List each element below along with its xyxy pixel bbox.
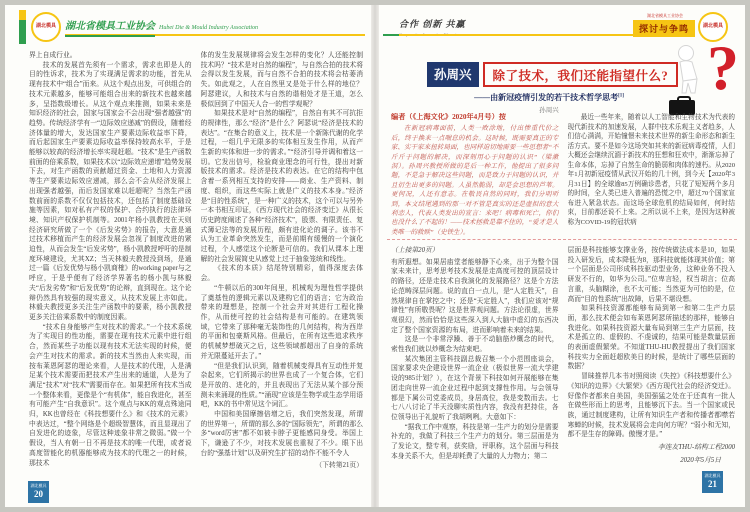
footnote-marker: [1] xyxy=(618,93,624,99)
paragraph: “技术自身能够产生对技术的需求。”一个技术系统为了实现目的性功能，需要在现有技术元素中进行组合，然而某些子功能以现有技术无法实现的时候，便会产生对技术的需求。新的技术当然由人来实现，而按布莱恩阿瑟的理论来看，人是技术的代理，人是满足某个技术需要而把技术产生出来的通道，人是为了满足“技术”对“技术”需要而存在。如果把所有技术当成一个整体来看，更像是个“有机体”，能自我进化，甚至有可能产生“自我意识”。这个观点与KK的观点殊途同归，KK也曾经在《科技想要什么》和《技术的元素》中表达过，“整个网络是个超级智慧体，而且显现出了自发进化的迹象，尽管这种迹象非常之微弱。”做一个假设，当人有朝一日不再是技术的唯一代理，或者说高度智能化的机器能够成为技术的代理之一的时候，那技术 xyxy=(29,323,192,467)
page-seam xyxy=(371,5,379,507)
page-number-badge xyxy=(702,471,723,493)
article-opening-column xyxy=(568,113,736,237)
opening-paragraphs xyxy=(568,113,736,227)
paragraph: “据我工作中观察，科技是第一生产力的划分是需要补充的，我做了科技三个生产力的划分。第三层面是为了发论文，整专利，获奖励，评职称，这个层面与科技本身关系不大，但是却耗费了大量的人力物力；第二 xyxy=(391,423,559,460)
question-mark-illustration xyxy=(663,32,743,119)
association-logo-icon: 湖北模具 xyxy=(31,12,61,42)
article-date: 2020年5月5日 xyxy=(680,456,721,464)
column-paragraphs xyxy=(29,61,192,469)
slogan-cn: 合作 创新 共赢 xyxy=(399,19,466,29)
paragraph: 《技术的本质》结尾特别精彩，值得深度去体会。 xyxy=(200,265,363,283)
continued-from-note: （上接第20页） xyxy=(391,247,439,254)
paragraph: 在新冠病毒面前，人类一败涂地，付出惨重代价之后，终于换来一点喘息的机会。这时候，既需要真正的专家、实干家来扭转局面，也同样迫切地需要一些思想者“不斤斤于问题的解决，而深刻用心于问题的认识”（梁漱溟）。孙周兴教授所做的是后一种工作，他提出了很多问题，不是急于解决这些问题，而是致力于问题的认识，并且衍生出更多的问题。人虽然脆弱，却是会思想的芦苇。更何况，人还有意志。在敬畏自然的同时，我们分明听到，本文结尾遇到的那一对不管是真实的还是虚拟的意大利恋人，代表人类发出的宣言：来吧！病毒和死亡，你们也没什么了不起的！——技术拯救是靠不住的，“爱才是人类唯一的救赎”（史铁生）。 xyxy=(391,125,559,236)
header-rule xyxy=(383,34,635,36)
page-badge-label: 湖北模具 xyxy=(704,473,721,478)
editor-note-paragraphs xyxy=(391,124,559,237)
paragraph: 技术的发展首先须有一个需求，需求也即是人的目的性诉求，技术为了实现满足需求的功能，首先从现有技术中“组合”而来。从这个观点出发，可供组合的技术元素越多，能够可能组合出来的新技术也越来越多，呈指数级增长。从这个观点来推测，如果未来是知识经济的社会，国家与国家会不会出现“强者越强”的趋势。传统经济学有一“边际效应递减”的假设，随着经济体量的增大，发达国家生产要素边际收益率下降，而后起国家生产要素边际收益率保持较高水平，于是能够以较高的经济增长率实现赶超。“技术”是生产函数前面的倍乘系数，如果技术以“边际效应递增”趋势发展下去，对生产函数的贡献超过资金、土地和人力资源等生产要素边际效应递减，那么会不会从经济发展上出现强者越强，而后发国家难以赶超呢？当然生产函数前面的系数不仅仅包括技术，还包括了制度基础设施等因素，如对私有产权的保护、合约执行的法律环境、知识产权保护机制等。2001年杨小凯教授在天则经济研究所做了一个《后发劣势》的报告，大意是通过技术移植而产生的经济发展会忽视了制度改进的紧迫性，从而会发生“后发劣势”，杨小凯教授呼吁的是制度环境建设，尤其XZ；当天林毅夫教授没到场，是通过一篇《后发优势与杨小凯商榷》的working paper与之呼应，于是乎便有了经济学界著名的杨小凯与林毅夫“后发劣势”和“后发优势”的论辩，直到现在。这个论辩仍然具有较强的现实意义，从技术发展上亦如此。林毅夫教授更多关注生产函数中的要素，杨小凯教授更多关注倍乘系数中的制度因素。 xyxy=(29,61,192,321)
question-mark-icon: ? xyxy=(707,32,739,103)
continued-on-note: （下转第21页） xyxy=(315,461,363,469)
article-title: 除了技术，我们还能指望什么? xyxy=(483,62,679,87)
column-paragraphs xyxy=(568,304,736,440)
association-name-en: Hubei Die & Mould Industry Association xyxy=(159,25,259,31)
page-number: 21 xyxy=(708,479,717,489)
article-signature: 李连友THU-结构工程2000 xyxy=(657,444,735,452)
paragraph: 有所遐想。如果居庙堂者能够静下心来，出于为整个国家未来计，思考思考技术发展是走高度可控的顶层设计的路径，还是走技术自我演化的发展路径？这是个方法论范畴深层问题。说的直白一点儿，是“人定胜天”，自然规律自在掌控之中；还是“天定胜人”，我们应该对“规律性”有所敬畏呢？这是世界观问题。方法论很虚，世界观很幻，然而恰恰是这些深入到人大脑中虚幻的东西决定了整个国家资源的布局，进而影响着未来的结果。 xyxy=(391,258,559,334)
paragraph: 如果科技资源都能够布局到第一和第二生产力层面，那么技术便会如布莱恩阿瑟所描述的那样，能够自我进化。如果科技资源大量布局到第三生产力层面，技术是孤立的、虚假的、不虔诚的，结果可能是数量层面的表面虚假繁荣。不知道THU-HU教授提出了我们国家科技实力全面赶超欧美日的时候，是统计了哪些层面的数据？ xyxy=(567,305,735,371)
paragraph: 这是一个非常浮躁、善于不动脑筋炒概念的时代，索性我们就以炒概念为结束吧。 xyxy=(391,336,559,354)
paragraph: “牛顿以后的300年间里，机械观为理性哲学提供了奠基性的逻辑元素以及建构它们的语言；它为政治带来的理想是，控制一个社会并对其进行工程化操作，从而使可控的社会结构是有可能的。在建筑领域，它带来了那种毫无装饰性的几何结构，构为西岸的平面和包豪斯风格。但最后，在所有这些追求秩序的机械梦想破灭之后，这些领域都超出了自身的系统并无限蔓延开去了。” xyxy=(200,284,363,360)
continued-column-1 xyxy=(391,246,559,481)
header-rule-green xyxy=(383,34,399,36)
section-badge: 探讨与争鸣 xyxy=(633,20,695,37)
paragraph: “但是我们认识到，随着机械变得具有互动性并复杂起来，它们所揭示的世界也成了一个复合体，它们是开放的、进化的，并且表现出了无法从某个部分预测未来涌现的性质。”“涌现”应该是生物学或生态学用语吧，KK的书中常见这个词汇。 xyxy=(200,362,363,409)
association-name xyxy=(65,16,258,34)
continued-column-2 xyxy=(568,246,736,481)
association-name-cn: 湖北省模具工业协会 xyxy=(65,21,155,37)
subtitle-text: ——由新冠疫情引发的若干技术哲学思考 xyxy=(474,93,619,102)
right-page-top-columns xyxy=(391,113,735,237)
paragraph: 如果技术是对“自然的编程”，自然自有其不可抗拒的规律性，那么“经济”是什么？阿瑟说“经济是技术的表达”。“在集合的意义上，技术是一个新陈代谢的化学过程，一组几乎无限多的实体相互发生作用，从而产生新的实体和进一步的需求。”“经济引导并调和着这一切。它发出信号，检验商业理念的可行性，提出对新版技术的需求。经济是技术的表达。在它的结构中包含着一系列相互支持的安排——商业、生产资料、制度、组织，而这些实际上就是广义的技术本身。”经济是“目的性系统”，是一种广义的技术，这个可以与另外一本书相互印证，《西方现代社会的经济变迁》从很长历史跨度阐述了各种“经济技术”，股票、有限责任、复式簿记法等的发展历程，颇有进化论的调子。该书不认为工业革命突然发生，而是前期有缓慢的一个演化过程，个人感觉这个论断是可信的。我们从课本上理解的社会发展简史从感觉上过于抽象笼统和线性。 xyxy=(200,110,363,263)
page-right xyxy=(379,5,745,507)
paragraph: 最近一些年来，随着以人工智能和生物技术为代表的现代新技术的加速发展，人群中技术乐观主义者趋多，人们信心满满，开始憧憬未来技术世界的新生命形态和新生活方式。要不是如今这场突如其来的新冠病毒疫情，人们大概还会继续沉湎于新技术的狂想和狂欢中，渐渐忘掉了生命本体，忘掉了自然生命的脆弱和肉体的速朽。从2020年1月初新冠疫情从武汉开始的几十例，到今天【2020年3月31日】的全球逾85万例确诊患者，只花了短短两个多月的时间，全人类已进入普遍的恐慌之中，超过70个国家宣布进入紧急状态。而这场全球危机的结局如何，何时结束，目前都还说不上来。之所以说不上来，是因为这种被称为COVID-19的冠状病 xyxy=(567,114,735,226)
article-title-row xyxy=(427,62,678,87)
paragraph: 界上自成行业。 xyxy=(29,52,77,59)
left-page-column-1 xyxy=(29,51,192,483)
badge-caption: 湖北省模具工业协会 xyxy=(647,13,683,18)
left-page-columns xyxy=(29,51,363,483)
page-number-badge xyxy=(28,481,49,503)
paragraph: 中国和美国摩擦倍增之后，我们突然发现，所谓的世界第一，所谓的那么多的“国际领先”，所谓的那么多“word厉害”都不如被卡脖子更能感同身受。举国上下，谦逊了不少，对技术发展也重视了不少。眼下出台的“强基计划”以及研究生扩招的动作不能不令人 xyxy=(200,411,363,457)
left-page-column-2 xyxy=(201,51,364,483)
dashed-divider xyxy=(387,239,737,240)
page-badge-label: 湖北模具 xyxy=(30,483,47,488)
article-byline: 孙周兴 xyxy=(539,107,559,114)
paragraph: 体的发生发展规律将会发生怎样的变化？人还能控制技术吗？“技术是对自然的编程”，与自然合拍的技术将会得以发生发展，而与自然不合拍的技术将会枯萎消失。如此观之，人在自然里又是处于什么样的地位？阿瑟建议，人和技术与自然的谐相处才是王道，怎么极似回到了中国天人合一的哲学观呢？ xyxy=(200,52,363,108)
page-number: 20 xyxy=(34,489,43,499)
figure-person-icon xyxy=(671,45,707,95)
author-name-box: 孙周兴 xyxy=(427,62,479,87)
article-subtitle xyxy=(399,92,699,103)
editor-note-heading: 编者（《上海文化》2020年4月号）按 xyxy=(391,113,506,121)
page-left xyxy=(5,5,371,507)
paragraph: 冒昧推荐几本书对照阅读《失控》《科技想要什么》《知识的边界》《大繁荣》《西方现代社会的经济变迁》。好像作者都来自美国，美国强猛之处在于还真有一批人在做些形而上的思考，且能够沉下去。当一个国家或民族，通过制度建构，让所有知识生产者和传播者都噤若寒蝉的时候，技术发展将会走向何方呢？“弱小和无知，都不是生存的障碍。傲慢才是。” xyxy=(567,373,735,439)
editor-note-column xyxy=(391,113,559,237)
right-page-bottom-columns xyxy=(391,246,735,481)
margin-bar-green xyxy=(19,20,26,44)
margin-bar-yellow xyxy=(19,10,26,20)
paragraph: 层面是科技能够支撑业务，按传统做法成本是10，如果投入研发后，成本降低为8，那科技就能体现其价值；第一个层面是公司形成科技驱动型业务，这种业务不投入研发不行的，如华为公司。”位卑言轻，权当胡言；位高言重，头脑糊涂，也不太可能；当然更为可怕的是，位高而“目的性系统”出故障，后果不堪设想。 xyxy=(567,247,735,303)
association-logo-icon: 湖北模具 xyxy=(698,12,728,42)
paragraph: 某次集团主管科技副总裁召集一个小范围座谈会，国家要求央企建设世界一流企业（极似世界一流大学建设的985计划？），在这个背景下科技如何开展能够在集团走向世界一流企业过程中起到支撑性作用。与会领导都是下属公司党委成员，身居高位，我是变数而去。七七八八讨论了半天没聊实质性内容，我没有把持住，各位领导出于礼貌听了我胡咧咧。大意如下： xyxy=(391,355,559,421)
column-paragraphs xyxy=(391,335,559,461)
column-paragraphs xyxy=(201,109,364,458)
